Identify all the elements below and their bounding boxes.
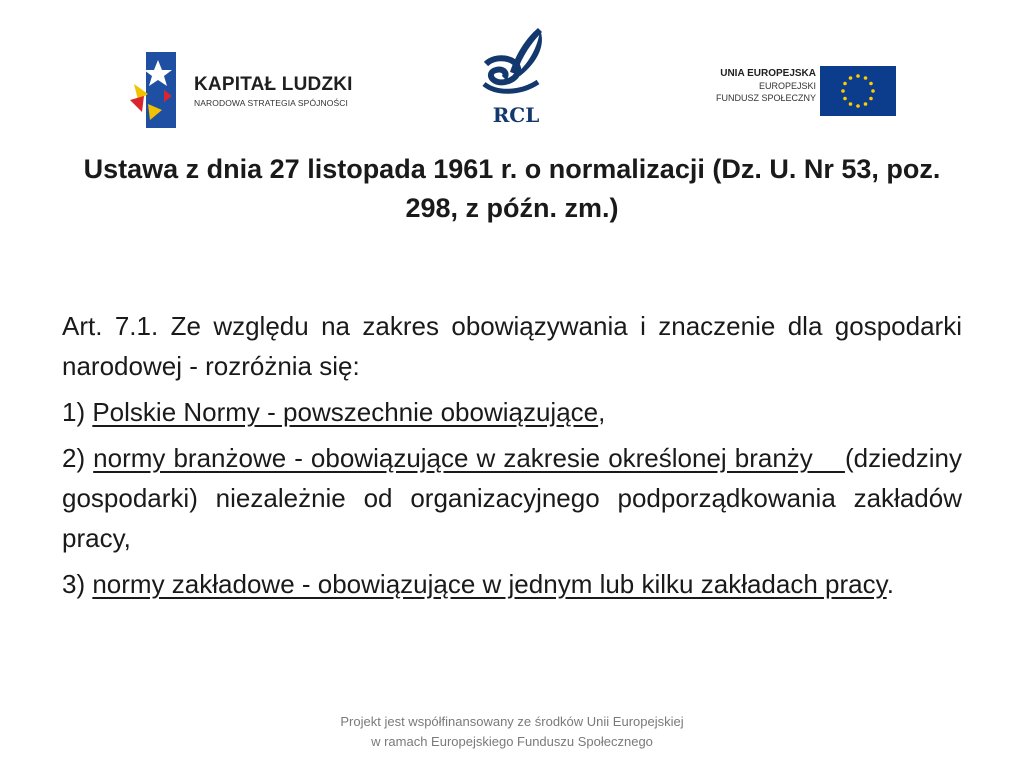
- item-2-suffix: (dziedziny gospodarki) niezależnie od organizacyjnego podporządkowania zakładów pracy,: [62, 443, 963, 553]
- item-2-prefix: 2): [62, 443, 94, 473]
- eu-star-icon: [871, 89, 875, 93]
- eu-star-icon: [869, 97, 873, 101]
- item-3-prefix: 3): [62, 569, 93, 599]
- kapital-ludzki-title: KAPITAŁ LUDZKI: [194, 74, 353, 95]
- rcl-logo: [476, 24, 556, 130]
- item-2-underlined: normy branżowe - obowiązujące w zakresie określonej branży: [93, 443, 845, 473]
- kapital-ludzki-logo: [128, 50, 368, 130]
- eu-star-icon: [856, 74, 860, 78]
- rcl-quill-icon: [476, 24, 556, 130]
- eu-star-icon: [849, 76, 853, 80]
- article-intro: Art. 7.1. Ze względu na zakres obowiązywania i znaczenie dla gospodarki narodowej - rozróżnia się:: [62, 311, 962, 381]
- item-3-suffix: .: [886, 569, 894, 599]
- kapital-ludzki-emblem-icon: [128, 50, 188, 130]
- eu-star-icon: [843, 97, 847, 101]
- eu-star-icon: [849, 102, 853, 106]
- eu-star-icon: [869, 82, 873, 86]
- eu-logo: [700, 62, 900, 118]
- item-3-underlined: normy zakładowe - obowiązujące w jednym lub kilku zakładach pracy: [92, 569, 887, 599]
- eu-line2: EUROPEJSKI: [758, 81, 816, 91]
- logo-row: [0, 0, 1024, 140]
- list-item-1: [62, 392, 962, 432]
- eu-star-icon: [864, 102, 868, 106]
- item-1-suffix: ,: [598, 397, 606, 427]
- kapital-ludzki-text: [194, 74, 353, 108]
- eu-line3: FUNDUSZ SPOŁECZNY: [715, 93, 816, 103]
- list-item-2: [62, 438, 962, 558]
- eu-flag-icon: [820, 66, 896, 116]
- item-1-prefix: 1): [62, 397, 93, 427]
- eu-star-icon: [864, 76, 868, 80]
- eu-star-icon: [841, 89, 845, 93]
- item-1-underlined: Polskie Normy - powszechnie obowiązujące: [92, 397, 599, 427]
- eu-text: [716, 68, 816, 104]
- footer-line-1: Projekt jest współfinansowany ze środków Unii Europejskiej: [340, 714, 684, 729]
- eu-star-icon: [843, 82, 847, 86]
- article-content: [62, 306, 962, 610]
- footer: [0, 712, 1024, 752]
- footer-line-2: w ramach Europejskiego Funduszu Społecznego: [371, 734, 653, 749]
- eu-star-icon: [856, 104, 860, 108]
- list-item-3: [62, 564, 962, 604]
- rcl-label: RCL: [492, 103, 540, 127]
- kapital-ludzki-subtitle: NARODOWA STRATEGIA SPÓJNOŚCI: [194, 98, 348, 108]
- page-title: Ustawa z dnia 27 listopada 1961 r. o normalizacji (Dz. U. Nr 53, poz. 298, z późn. zm.): [83, 154, 941, 223]
- eu-line1: UNIA EUROPEJSKA: [720, 68, 816, 79]
